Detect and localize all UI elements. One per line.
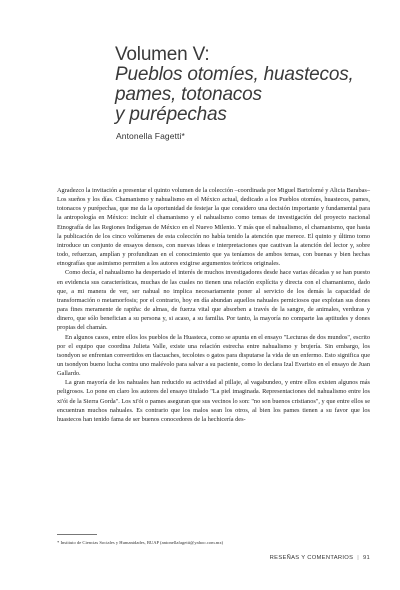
author-name: Antonella Fagetti* <box>116 131 185 141</box>
section-label: RESEÑAS Y COMENTARIOS <box>269 555 354 561</box>
article-body <box>57 186 370 424</box>
paragraph-1: Agradezco la invitación a presentar el quinto volumen de la colección –coordinada por Miguel Bartolomé y Alicia Barabas– Los sueños y los días. Chamanismo y nahualismo en el México actual, dedicado a los Pueblos otomíes, huastecos, pames, totonacos y purépechas, que me da la oportunidad de festejar la que considero una decisión importante y fundamental para la antropología en México: incluir el chamanismo y el nahualismo como temas de investigación del proyecto nacional Etnografía de las Regiones Indígenas de México en el Nuevo Milenio. Y más que el nahualismo, el chamanismo, que hasta la publicación de los cinco volúmenes de esta colección no había tenido la atención que merece. El quinto y último tomo introduce un conjunto de ensayos densos, con nuevas ideas e interpretaciones que cautivan la atención del lector y, sobre todo, refuerzan, amplían y profundizan en el conocimiento que ya teníamos de ambos temas, con buenas y bien hechas etnografías que asimismo permiten a los autores exigirse argumentos teóricos originales. <box>57 187 370 268</box>
running-footer <box>270 555 370 561</box>
page-number: 91 <box>362 555 370 561</box>
article-heading <box>115 44 375 125</box>
volume-line: Volumen V: <box>115 44 210 65</box>
footnote: * Instituto de Ciencias Sociales y Humanidades, BUAP (antonellafagetti@yahoo.com.mx) <box>57 540 224 545</box>
paragraph-2: Como decía, el nahualismo ha despertado el interés de muchos investigadores desde hace varias décadas y se han puesto en evidencia sus características, muchas de las cuales no tienen una relación explícita y directa con el chamanismo, dado que, a mi manera de ver, ser nahual no implica necesariamente poner al servicio de los demás la capacidad de transformación o metamorfosis; por el contrario, hoy en día abundan aquellos nahuales perniciosos que explotan sus dones para fines meramente de rapiña: de almas, de fuerza vital que absorben a través de la sangre, de animales, verduras y dinero, que sólo benefician a su persona y, si acaso, a su familia. Por tanto, la mayoría no comparte las aptitudes y dones propias del chamán. <box>57 269 370 332</box>
subtitle-line-2: pames, totonacos <box>115 84 262 105</box>
subtitle-line-3: y purépechas <box>115 104 227 125</box>
paragraph-3: En algunos casos, entre ellos los pueblos de la Huasteca, como se apunta en el ensayo "Lecturas de dos mundos", escrito por el equipo que coordina Julieta Valle, existe una relación estrecha entre nahualismo y brujería. Sin embargo, los tsondyon se enfrentan convertidos en tlacuaches, tecolotes o gatos para disputarse la vida de un enfermo. Esto significa que un tsondyon bueno lucha contra uno malévolo para salvar a su paciente, como lo declara Izal Evaristo en el ensayo de Juan Gallardo. <box>57 333 370 378</box>
footnote-rule <box>57 534 97 535</box>
paragraph-4: La gran mayoría de los nahuales han reducido su actividad al pillaje, al vagabundeo, y entre ellos existen algunos más peligrosos. Lo pone en claro los autores del ensayo titulado "La piel imaginada. Representaciones del nahualismo entre los xi'ói de la Sierra Gorda". Los xi'ói o pames aseguran que sus vecinos lo son: "no son buenos cristianos", y que entre ellos se encuentran muchos nahuales. Es contrario que los malos sean los otros, al bien los pames tienen a su favor que los huastecos han tenido fama de ser buenos conocedores de la hechicería des- <box>57 379 370 423</box>
subtitle-line-1: Pueblos otomíes, huastecos, <box>115 64 354 85</box>
footer-separator: | <box>357 555 360 561</box>
